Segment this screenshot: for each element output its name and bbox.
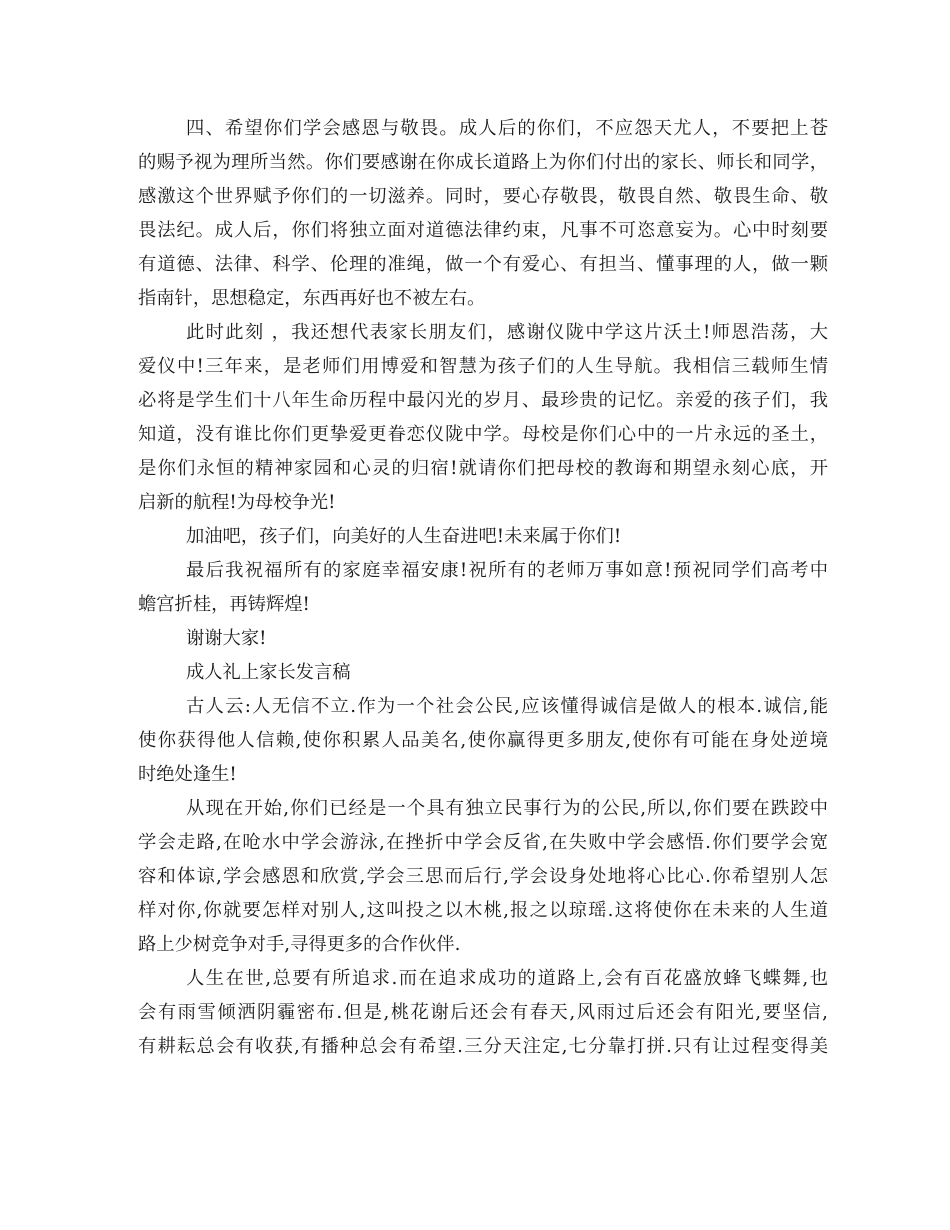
text-line: 最后我祝福所有的家庭幸福安康!祝所有的老师万事如意!预祝同学们高考中 — [186, 560, 828, 581]
text-line: 谢谢大家! — [186, 628, 267, 649]
text-line: 有道德、法律、科学、伦理的准绳，做一个有爱心、有担当、懂事理的人，做一颗 — [138, 254, 828, 275]
text-line: 的赐予视为理所当然。你们要感谢在你成长道路上为你们付出的家长、师长和同学， — [138, 152, 828, 173]
text-line: 蟾宫折桂，再铸辉煌! — [138, 594, 310, 615]
text-line: 有耕耘总会有收获,有播种总会有希望.三分天注定,七分靠打拼.只有让过程变得美 — [138, 1036, 828, 1057]
text-line: 加油吧，孩子们，向美好的人生奋进吧!未来属于你们! — [186, 526, 622, 547]
text-line: 样对你,你就要怎样对别人,这叫投之以木桃,报之以琼瑶.这将使你在未来的人生道 — [138, 900, 828, 921]
text-line: 从现在开始,你们已经是一个具有独立民事行为的公民,所以,你们要在跌跤中 — [186, 798, 828, 819]
section-title: 成人礼上家长发言稿 — [186, 662, 351, 683]
text-line: 容和体谅,学会感恩和欣赏,学会三思而后行,学会设身处地将心比心.你希望别人怎 — [138, 866, 828, 887]
text-line: 感激这个世界赋予你们的一切滋养。同时，要心存敬畏，敬畏自然、敬畏生命、敬 — [138, 186, 828, 207]
text-line: 古人云:人无信不立.作为一个社会公民,应该懂得诚信是做人的根本.诚信,能 — [186, 696, 828, 717]
text-line: 指南针，思想稳定，东西再好也不被左右。 — [138, 288, 486, 309]
text-line: 学会走路,在呛水中学会游泳,在挫折中学会反省,在失败中学会感悟.你们要学会宽 — [138, 832, 828, 853]
text-line: 畏法纪。成人后，你们将独立面对道德法律约束，凡事不可恣意妄为。心中时刻要 — [138, 220, 828, 241]
text-line: 知道，没有谁比你们更挚爱更眷恋仪陇中学。母校是你们心中的一片永远的圣土， — [138, 424, 828, 445]
document-body — [138, 112, 828, 1064]
text-line: 是你们永恒的精神家园和心灵的归宿!就请你们把母校的教诲和期望永刻心底，开 — [138, 458, 828, 479]
text-line: 必将是学生们十八年生命历程中最闪光的岁月、最珍贵的记忆。亲爱的孩子们，我 — [138, 390, 828, 411]
text-line: 启新的航程!为母校争光! — [138, 492, 336, 513]
text-line: 爱仪中!三年来，是老师们用博爱和智慧为孩子们的人生导航。我相信三载师生情 — [138, 356, 828, 377]
text-line: 此时此刻 ，我还想代表家长朋友们，感谢仪陇中学这片沃土!师恩浩荡，大 — [186, 322, 828, 343]
text-line: 四、希望你们学会感恩与敬畏。成人后的你们，不应怨天尤人，不要把上苍 — [186, 118, 828, 139]
text-line: 使你获得他人信赖,使你积累人品美名,使你赢得更多朋友,使你有可能在身处逆境 — [138, 730, 828, 751]
text-line: 路上少树竞争对手,寻得更多的合作伙伴. — [138, 934, 461, 955]
text-line: 时绝处逢生! — [138, 764, 237, 785]
text-line: 人生在世,总要有所追求.而在追求成功的道路上,会有百花盛放蜂飞蝶舞,也 — [186, 968, 828, 989]
text-line: 会有雨雪倾洒阴霾密布.但是,桃花谢后还会有春天,风雨过后还会有阳光,要坚信, — [138, 1002, 828, 1023]
